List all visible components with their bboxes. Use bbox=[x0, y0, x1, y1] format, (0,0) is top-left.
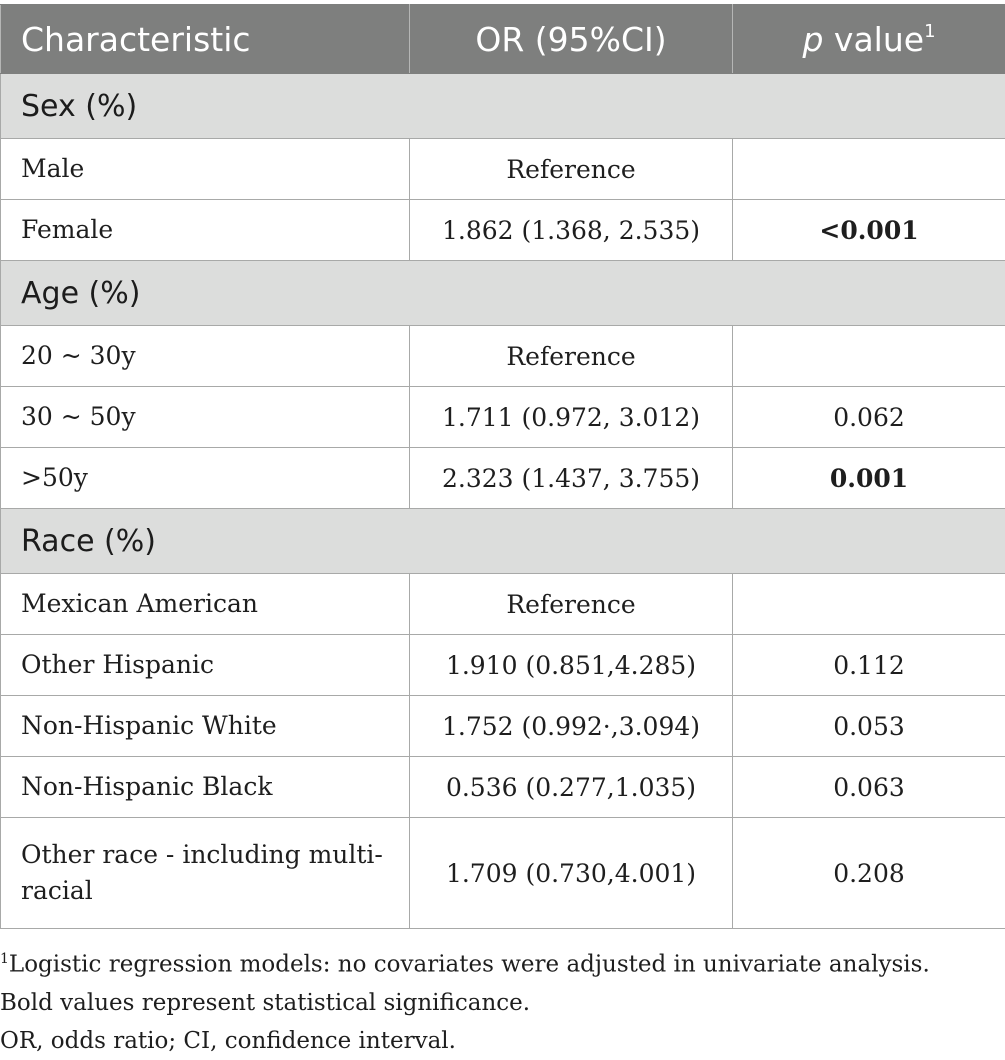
footnote-1 bbox=[0, 940, 1005, 984]
row-or-ci: 2.323 (1.437, 3.755) bbox=[410, 448, 733, 509]
row-label: Other Hispanic bbox=[1, 635, 410, 696]
table-row bbox=[1, 326, 1005, 387]
row-p-value: 0.062 bbox=[733, 387, 1005, 448]
row-label: 30 ~ 50y bbox=[1, 387, 410, 448]
table-row bbox=[1, 448, 1005, 509]
row-or-ci: 1.709 (0.730,4.001) bbox=[410, 818, 733, 929]
section-row-race bbox=[1, 509, 1005, 574]
row-p-value: 0.053 bbox=[733, 696, 1005, 757]
header-p-value bbox=[733, 5, 1005, 74]
row-p-value bbox=[733, 326, 1005, 387]
row-or-ci: Reference bbox=[410, 139, 733, 200]
header-characteristic: Characteristic bbox=[1, 5, 410, 74]
header-p-italic: p bbox=[802, 20, 823, 59]
row-p-value: 0.001 bbox=[733, 448, 1005, 509]
table-footnotes bbox=[0, 940, 1005, 1060]
section-title: Race (%) bbox=[1, 509, 1005, 574]
table-row bbox=[1, 757, 1005, 818]
row-label: Male bbox=[1, 139, 410, 200]
row-p-value: 0.208 bbox=[733, 818, 1005, 929]
footnote-2: Bold values represent statistical significance. bbox=[0, 984, 1005, 1022]
row-label bbox=[1, 818, 410, 929]
row-label-line-1: Other race - including multi- bbox=[21, 840, 383, 869]
table-row bbox=[1, 574, 1005, 635]
row-label: 20 ~ 30y bbox=[1, 326, 410, 387]
row-label: Non-Hispanic Black bbox=[1, 757, 410, 818]
row-or-ci: Reference bbox=[410, 326, 733, 387]
row-or-ci: 1.862 (1.368, 2.535) bbox=[410, 200, 733, 261]
section-row-age bbox=[1, 261, 1005, 326]
footnote-1-marker: 1 bbox=[0, 951, 9, 967]
header-or-ci: OR (95%CI) bbox=[410, 5, 733, 74]
results-table-container bbox=[0, 4, 1005, 929]
row-or-ci: 0.536 (0.277,1.035) bbox=[410, 757, 733, 818]
row-label: >50y bbox=[1, 448, 410, 509]
row-p-value bbox=[733, 139, 1005, 200]
table-row bbox=[1, 387, 1005, 448]
footnote-1-text: Logistic regression models: no covariates were adjusted in univariate analysis. bbox=[9, 952, 930, 978]
table-row bbox=[1, 200, 1005, 261]
row-p-value: 0.112 bbox=[733, 635, 1005, 696]
row-label: Female bbox=[1, 200, 410, 261]
section-row-sex bbox=[1, 74, 1005, 139]
table-row bbox=[1, 635, 1005, 696]
row-label: Non-Hispanic White bbox=[1, 696, 410, 757]
odds-ratio-table bbox=[0, 4, 1005, 929]
row-p-value: 0.063 bbox=[733, 757, 1005, 818]
row-or-ci: 1.910 (0.851,4.285) bbox=[410, 635, 733, 696]
row-label-line-2: racial bbox=[21, 876, 93, 905]
row-or-ci: 1.752 (0.992·,3.094) bbox=[410, 696, 733, 757]
header-p-rest: value bbox=[823, 20, 924, 59]
table-row bbox=[1, 139, 1005, 200]
footnote-3: OR, odds ratio; CI, confidence interval. bbox=[0, 1022, 1005, 1060]
section-title: Sex (%) bbox=[1, 74, 1005, 139]
header-p-footnote-marker: 1 bbox=[924, 21, 935, 42]
row-or-ci: 1.711 (0.972, 3.012) bbox=[410, 387, 733, 448]
row-p-value: <0.001 bbox=[733, 200, 1005, 261]
table-row bbox=[1, 696, 1005, 757]
row-label: Mexican American bbox=[1, 574, 410, 635]
section-title: Age (%) bbox=[1, 261, 1005, 326]
table-header-row bbox=[1, 5, 1005, 74]
table-row bbox=[1, 818, 1005, 929]
row-or-ci: Reference bbox=[410, 574, 733, 635]
row-p-value bbox=[733, 574, 1005, 635]
